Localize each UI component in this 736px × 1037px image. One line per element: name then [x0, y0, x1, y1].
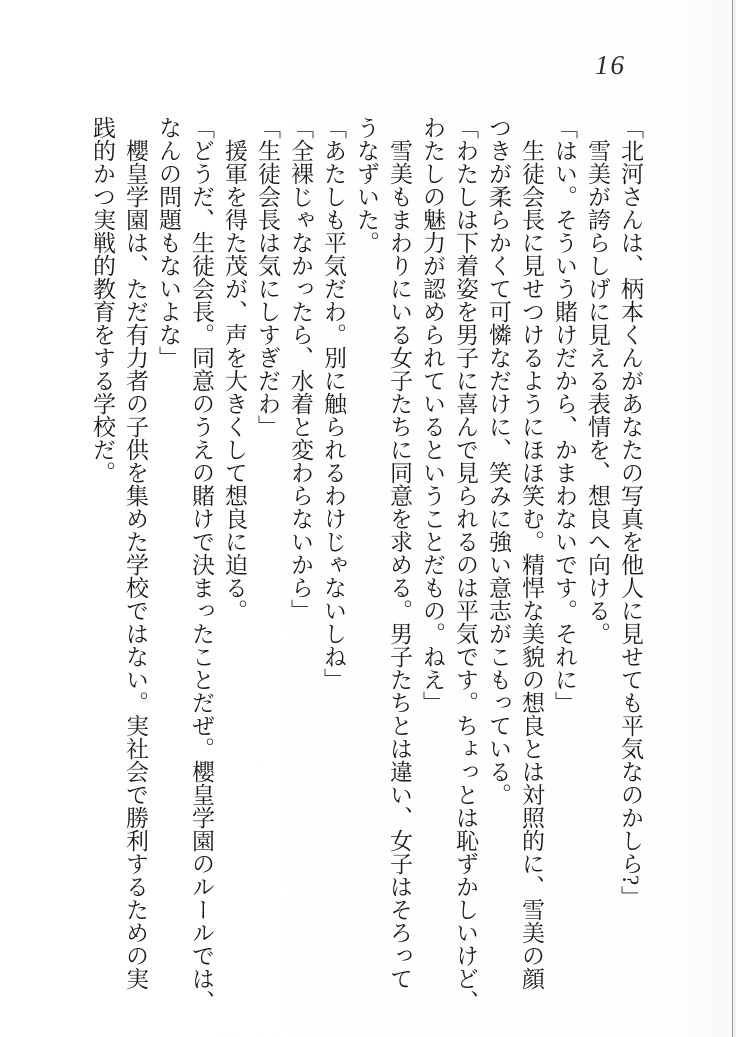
text-line: 「どうだ、生徒会長。同意のうえの賭けで決まったことだぜ。櫻皇学園のルールでは、: [189, 116, 214, 1013]
text-line: なんの問題もないよな」: [156, 116, 181, 369]
text-line: 践的かつ実戦的教育をする学校だ。: [90, 116, 115, 484]
text-line: 「わたしは下着姿を男子に喜んで見られるのは平気です。ちょっとは恥ずかしいけど、: [453, 116, 478, 1013]
text-line: わたしの魅力が認められているということだもの。ねえ」: [420, 116, 445, 714]
text-line: 生徒会長に見せつけるようにほほ笑む。精悍な美貌の想良とは対照的に、雪美の顔: [519, 139, 544, 990]
text-line: 「はい。そういう賭けだから、かまわないです。それに」: [552, 116, 577, 714]
text-line: 「生徒会長は気にしすぎだわ」: [255, 116, 280, 438]
text-line: 「全裸じゃなかったら、水着と変わらないから」: [288, 116, 313, 622]
text-line: 櫻皇学園は、ただ有力者の子供を集めた学校ではない。実社会で勝利するための実: [123, 139, 148, 990]
text-line: うなずいた。: [354, 116, 379, 254]
page-edge-line: [732, 0, 733, 1037]
text-line: 「あたしも平気だわ。別に触られるわけじゃないしね」: [321, 116, 346, 691]
text-line: 援軍を得た茂が、声を大きくして想良に迫る。: [222, 139, 247, 622]
text-line: 「北河さんは、柄本くんがあなたの写真を他人に見せても平気なのかしら?」: [618, 116, 643, 909]
text-line: 雪美もまわりにいる女子たちに同意を求める。男子たちとは違い、女子はそろって: [387, 139, 412, 990]
text-block: [86, 116, 647, 1028]
text-line: つきが柔らかくて可憐なだけに、笑みに強い意志がこもっている。: [486, 116, 511, 806]
page-number: 16: [595, 50, 626, 80]
text-line: 雪美が誇らしげに見える表情を、想良へ向ける。: [585, 139, 610, 645]
